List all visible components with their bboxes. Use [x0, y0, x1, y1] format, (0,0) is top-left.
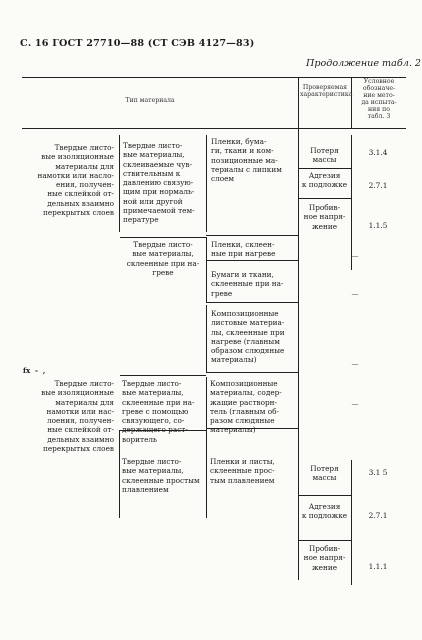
page-header: С. 16 ГОСТ 27710—88 (СТ СЭВ 4127—83) [20, 38, 255, 49]
material-item-heat-bonded-papers: Бумаги и ткани, склеенные при на- греве [211, 270, 284, 298]
column-header-test-method: Условное обозначе- ние мето- да испыта- ния по табл. 3 [361, 78, 397, 121]
material-subgroup-solvent-binder: Твердые листо- вые материалы, склеенные при на- греве с помощью связующего, со- держащего раст- воритель [122, 379, 195, 444]
material-item-adhesive-layer: Пленки, бума- ги, ткани и ком- позиционные ма- териалы с липким слоем [211, 137, 282, 184]
column-header-material-type: Тип материала [125, 97, 175, 104]
material-item-fusion-films: Пленки и листы, склеенные прос- тым плавлением [210, 457, 275, 485]
material-item-heat-bonded-composites: Композиционные листовые материа- лы, склеенные при нагреве (главным образом слюдяные материалы) [211, 309, 285, 365]
material-subgroup-simple-fusion: Твердые листо- вые материалы, склеенные простым плавлением [122, 457, 200, 494]
method-breakdown-voltage: 1.1.5 [368, 221, 388, 230]
material-group-1: Твердые листо- вые изоляционные материалы для намотки или насло- ения, получен- ные склейкой от- дельных взаимно перекрытых слоев [37, 143, 114, 218]
dash: — [351, 360, 359, 368]
property-breakdown-voltage: Пробив- ное напря- жение [303, 544, 346, 572]
property-mass-loss: Потеря массы [310, 146, 339, 165]
material-subgroup-heat-bonded: Твердые листо- вые материалы, склеенные при на- греве [126, 240, 200, 277]
method-adhesion: 2.7.1 [368, 511, 388, 520]
material-item-solvent-composites: Композиционные материалы, содер- жащие растворн- тель (главным об- разом слюдяные материалы) [210, 379, 282, 435]
material-item-heat-bonded-films: Пленки, склеен- ные при нагреве [211, 240, 276, 259]
column-header-property: Проверяемая характеристика [300, 84, 353, 99]
material-group-2: Твердые листо- вые изоляционные материалы для намотки или нас- лоения, получен- ные склейкой от- дельных взаимно перекрытых слоев [41, 379, 114, 454]
dash: — [351, 252, 359, 260]
property-mass-loss: Потеря массы [310, 464, 339, 483]
method-breakdown-voltage: 1.1.1 [368, 562, 388, 571]
table-continuation-label: Продолжение табл. 2 [306, 58, 422, 69]
dash: — [351, 290, 359, 298]
property-breakdown-voltage: Пробив- ное напря- жение [303, 203, 346, 231]
property-adhesion: Адгезия к подложке [301, 171, 348, 190]
scan-marker: fx - , [23, 366, 46, 375]
method-adhesion: 2.7.1 [368, 181, 388, 190]
material-subgroup-pressure-sensitive: Твердые листо- вые материалы, склеиваемые чув- ствительным к давлению связую- щим при нормаль- ной или другой примечаемой тем- пературе [123, 141, 195, 225]
dash: — [351, 400, 359, 408]
property-adhesion: Адгезия к подложке [301, 502, 348, 521]
method-mass-loss: 3.1.4 [368, 148, 388, 157]
method-mass-loss: 3.1 5 [368, 468, 388, 477]
